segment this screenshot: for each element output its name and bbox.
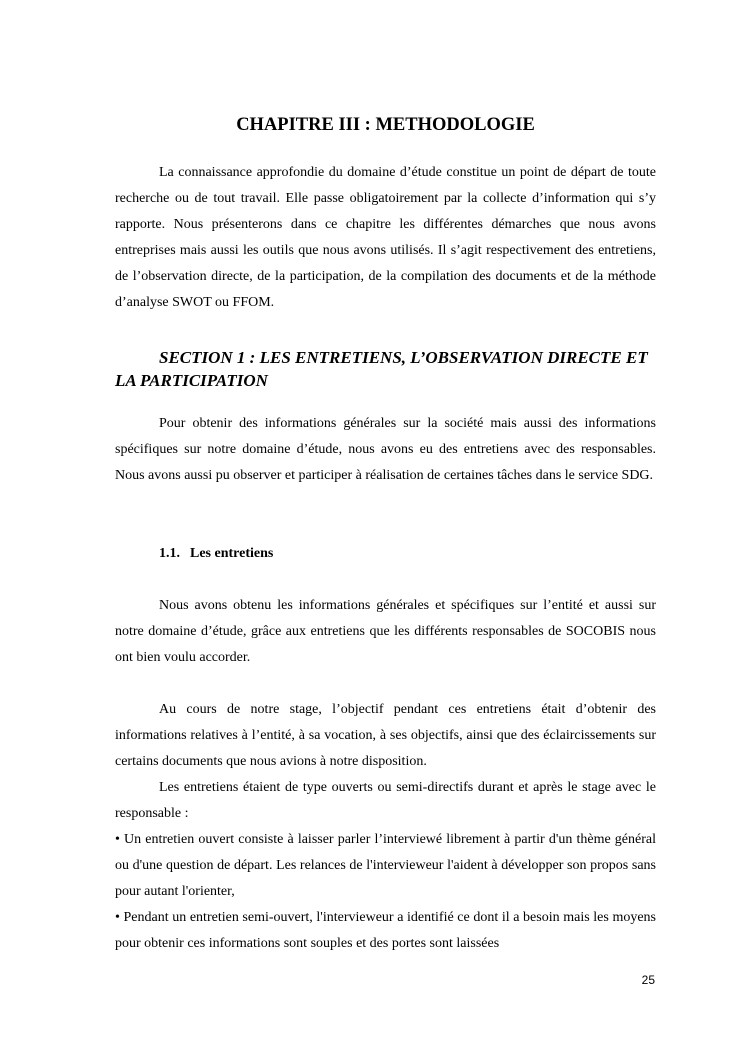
- subsection-1-1-title: Les entretiens: [190, 546, 274, 561]
- subsection-1-1-paragraph-2: Au cours de notre stage, l’objectif pendant ces entretiens était d’obtenir des informations relatives à l’entité, à sa vocation, à ses objectifs, ainsi que des éclaircissements sur certains documents que nous avions à notre disposition.: [115, 702, 656, 769]
- section-1-body-block: [115, 411, 656, 489]
- section-1-title: SECTION 1 : LES ENTRETIENS, L’OBSERVATION DIRECTE ET LA PARTICIPATION: [115, 348, 648, 390]
- subsection-1-1-paragraph-1-block: [115, 593, 656, 671]
- chapter-intro-paragraph: La connaissance approfondie du domaine d’étude constitue un point de départ de toute recherche ou de tout travail. Elle passe obligatoirement par la collecte d’information qui s’y rapporte. Nous présenterons dans ce chapitre les différentes démarches que nous avons entreprises mais aussi les outils que nous avons utilisés. Il s’agit respectivement des entretiens, de l’observation directe, de la participation, de la compilation des documents et de la méthode d’analyse SWOT ou FFOM.: [115, 165, 656, 310]
- bullet-open-interview: • Un entretien ouvert consiste à laisser parler l’interviewé librement à partir d'un thème général ou d'une question de départ. Les relances de l'intervieweur l'aident à développer son propos sans pour autant l'orienter,: [115, 832, 656, 899]
- subsection-1-1-paragraph-1: Nous avons obtenu les informations générales et spécifiques sur l’entité et aussi sur notre domaine d’étude, grâce aux entretiens que les différents responsables de SOCOBIS nous ont bien voulu accorder.: [115, 598, 656, 665]
- subsection-1-1-paragraph-2-block: [115, 697, 656, 957]
- subsection-1-1-paragraph-3: Les entretiens étaient de type ouverts ou semi-directifs durant et après le stage avec le responsable :: [115, 780, 656, 821]
- subsection-1-1-heading-block: [115, 543, 656, 565]
- chapter-intro-block: [115, 160, 656, 316]
- section-1-paragraph: Pour obtenir des informations générales sur la société mais aussi des informations spécifiques sur notre domaine d’étude, nous avons eu des entretiens avec des responsables. Nous avons aussi pu observer et participer à réalisation de certaines tâches dans le service SDG.: [115, 416, 656, 483]
- section-1-heading-block: [115, 346, 656, 392]
- bullet-semi-open-interview: • Pendant un entretien semi-ouvert, l'intervieweur a identifié ce dont il a besoin mais les moyens pour obtenir ces informations sont souples et des portes sont laissées: [115, 910, 656, 951]
- subsection-1-1-heading: [115, 543, 656, 565]
- page-number: 25: [641, 973, 655, 987]
- chapter-title: CHAPITRE III : METHODOLOGIE: [236, 115, 535, 135]
- subsection-1-1-number: 1.1.: [159, 546, 180, 561]
